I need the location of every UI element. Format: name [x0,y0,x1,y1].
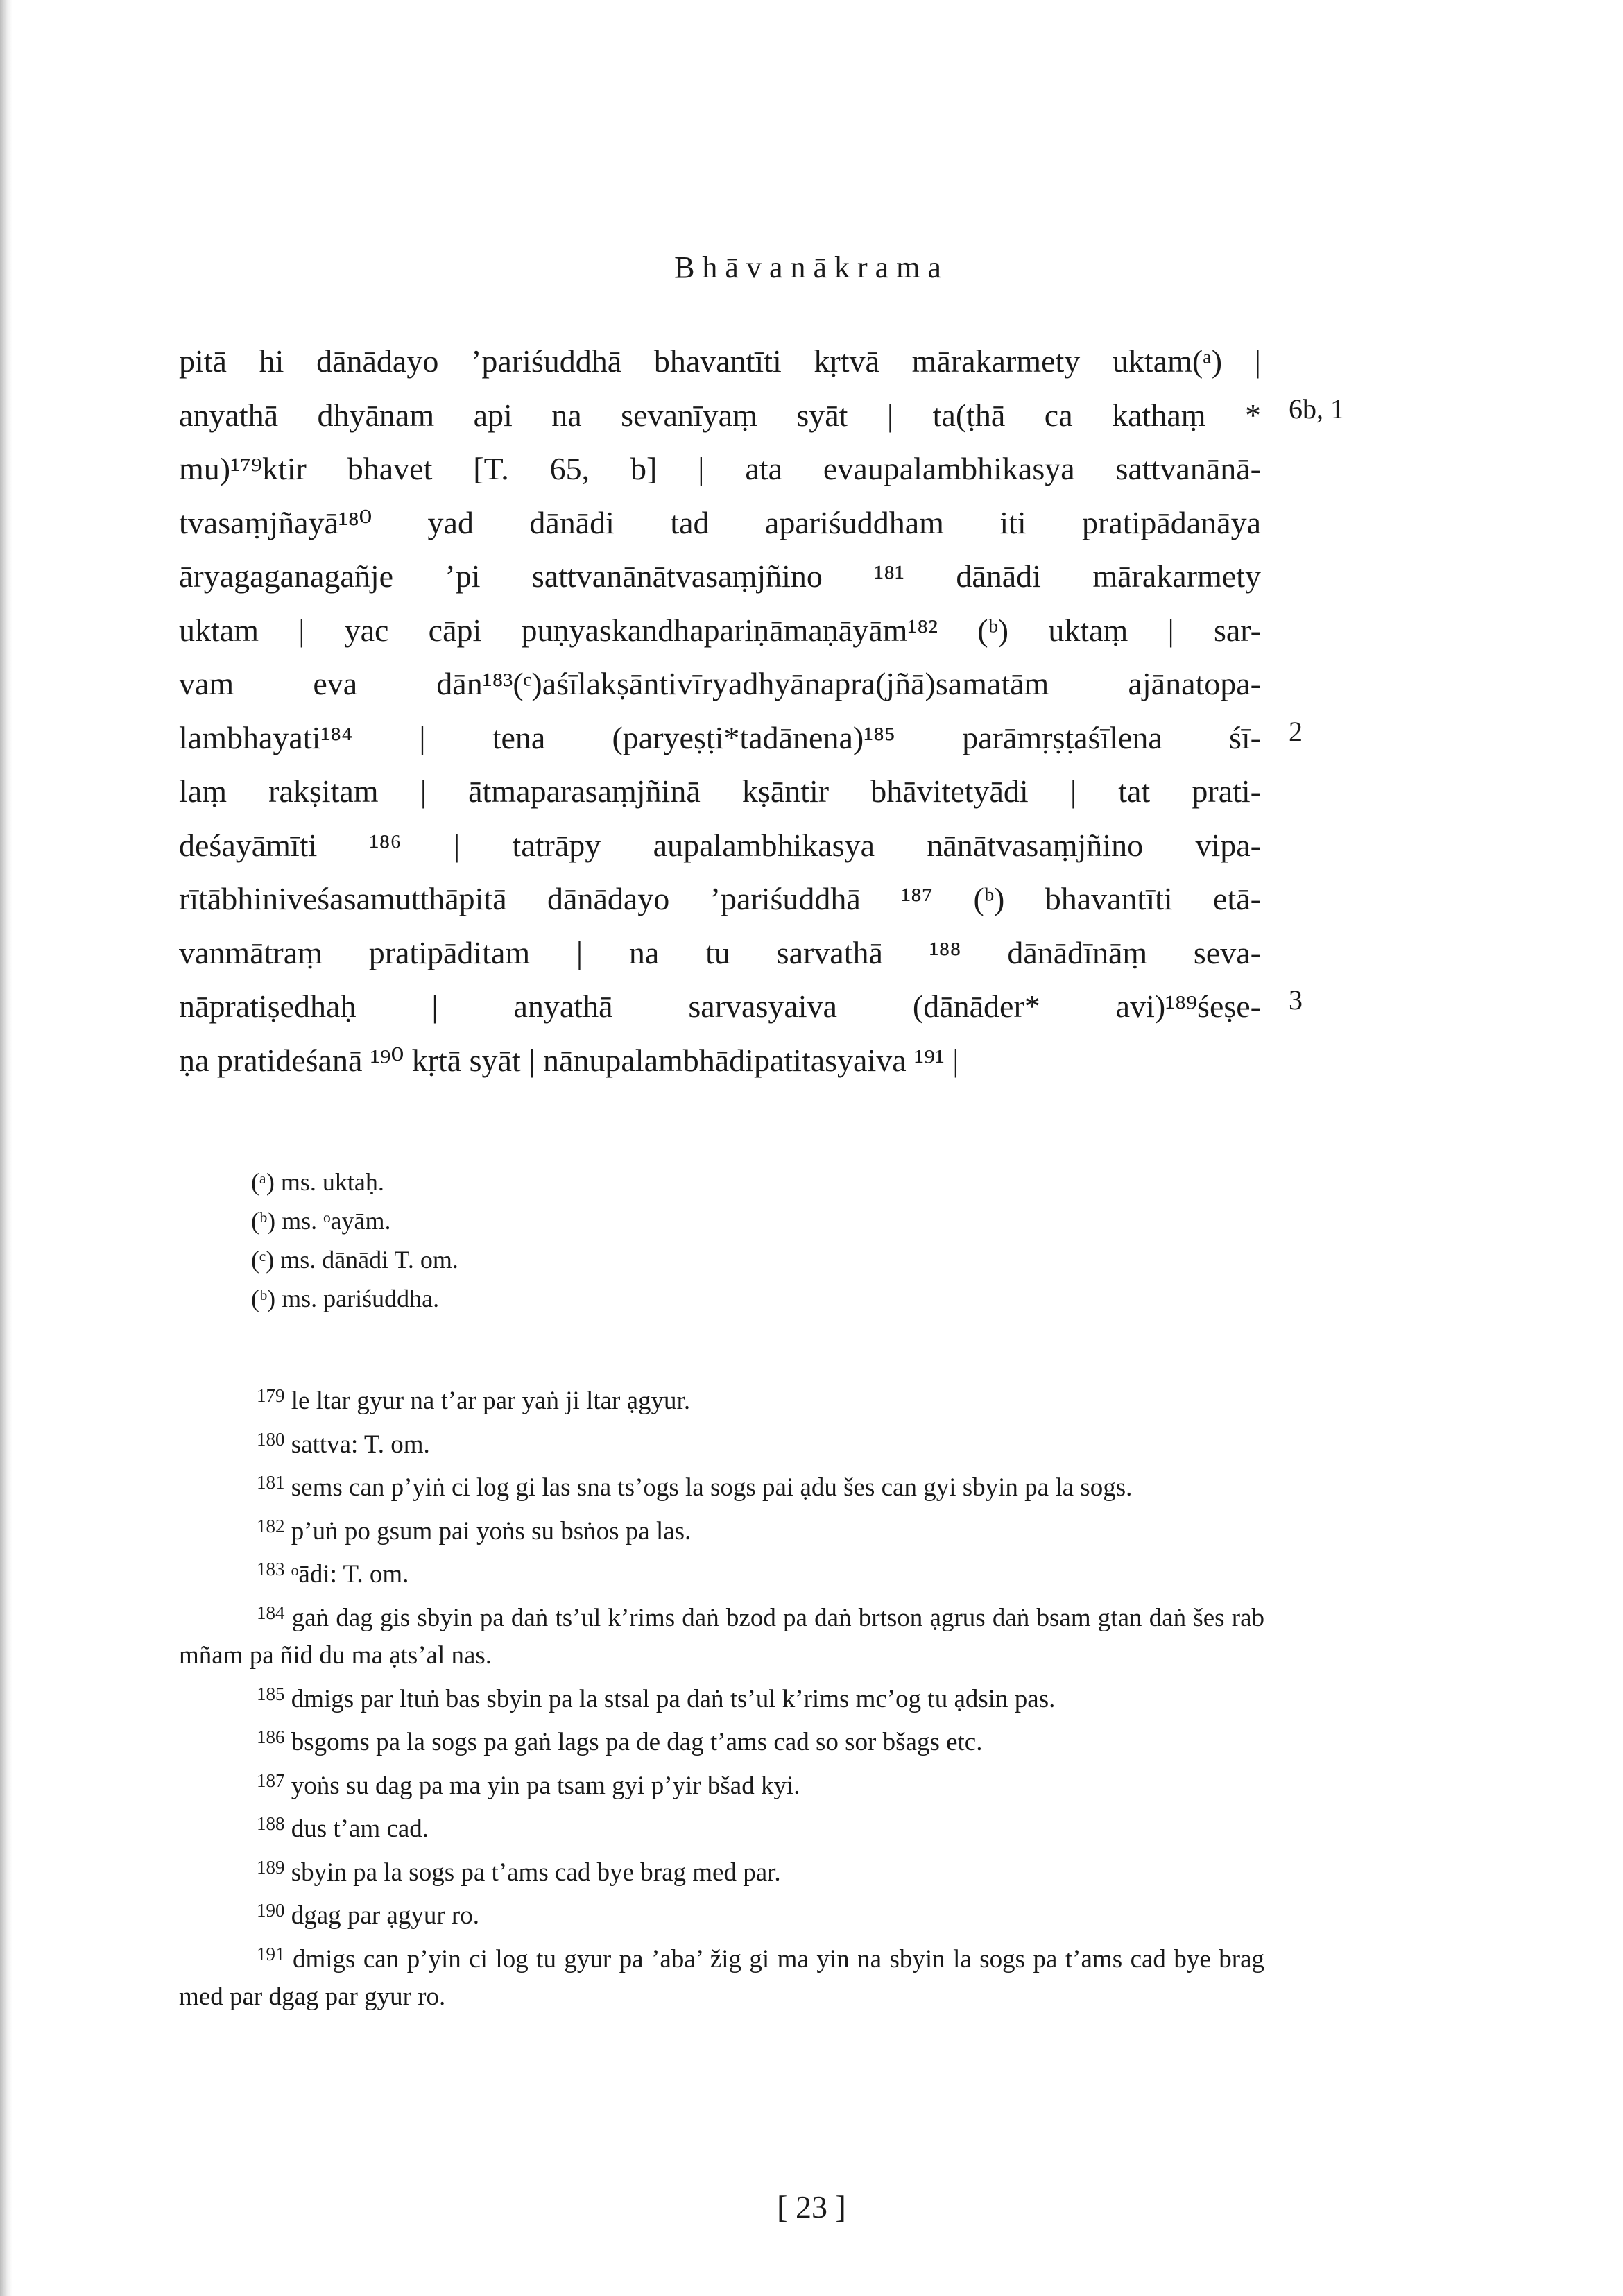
footnote-number: 181 [257,1472,285,1493]
text-line: uktam | yac cāpi puṇyaskandhapariṇāmaṇāyām¹⁸² (ᵇ) uktaṃ | sar- [179,612,1261,648]
apparatus-note: (ᶜ) ms. dānādi T. om. [251,1246,458,1274]
margin-reference: 3 [1289,984,1303,1016]
footnote-number: 180 [257,1428,285,1450]
apparatus-note: (ᵇ) ms. pariśuddha. [251,1285,440,1312]
footnote-number: 179 [257,1385,285,1406]
text-line: tvasaṃjñayā¹⁸⁰ yad dānādi tad apariśuddham iti pratipādanāya [179,504,1261,540]
apparatus-notes [251,1163,458,1318]
footnote-text: dmigs can p’yin ci log tu gyur pa ’aba’ žig gi ma yin na sbyin la sogs pa t’ams cad bye brag med par dgag par gyur ro. [179,1944,1264,2011]
footnote-number: 182 [257,1515,285,1536]
footnote-number: 184 [257,1602,285,1623]
apparatus-note: (ᵇ) ms. ᵒayām. [251,1207,391,1235]
scan-edge-shadow [0,0,12,2296]
footnote-text: sattva: T. om. [291,1430,430,1459]
footnote [179,1718,1264,1762]
footnote-text: gaṅ dag gis sbyin pa daṅ ts’ul k’rims daṅ bzod pa daṅ brtson ạgrus daṅ bsam gtan daṅ šes rab mñam pa ñid du ma ạts’al nas. [179,1603,1265,1670]
footnote-number: 188 [257,1813,285,1834]
footnote-number: 185 [257,1683,285,1704]
footnote-text: yoṅs su dag pa ma yin pa tsam gyi p’yir bšad kyi. [291,1771,800,1800]
footnote [179,1507,1264,1551]
text-line: ṇa pratideśanā ¹⁹⁰ kṛtā syāt | nānupalambhādipatitasyaiva ¹⁹¹ | [179,1042,959,1078]
footnote-text: dmigs par ltuṅ bas sbyin pa la stsal pa daṅ ts’ul k’rims mc’og tu ạdsin pas. [291,1684,1056,1713]
page-number: [ 23 ] [777,2189,846,2225]
text-line: anyathā dhyānam api na sevanīyaṃ syāt | ta(ṭhā ca kathaṃ * [179,397,1261,433]
footnote-text: dgag par ạgyur ro. [291,1901,479,1930]
footnotes [179,1377,1264,2016]
footnote [179,1805,1264,1849]
footnote-text: sbyin pa la sogs pa t’ams cad bye brag med par. [291,1858,781,1887]
text-line: mu)¹⁷⁹ktir bhavet [T. 65, b] | ata evaupalambhikasya sattvanānā- [179,451,1261,486]
text-line: lambhayati¹⁸⁴ | tena (paryeṣṭi*tadānena)¹⁸⁵ parāmṛṣṭaśīlena śī- [179,719,1261,755]
footnote [179,1464,1264,1507]
footnote [179,1550,1264,1594]
footnote [179,1675,1264,1719]
text-line: vanmātraṃ pratipāditam | na tu sarvathā ¹⁸⁸ dānādīnāṃ seva- [179,934,1261,970]
apparatus-note: (ᵃ) ms. uktaḥ. [251,1168,384,1196]
text-line: deśayāmīti ¹⁸⁶ | tatrāpy aupalambhikasya nānātvasaṃjñino vipa- [179,827,1261,863]
footnote [179,1935,1264,2016]
text-line: nāpratiṣedhaḥ | anyathā sarvasyaiva (dānāder* avi)¹⁸⁹śeṣe- [179,988,1261,1024]
footnote [179,1849,1264,1892]
text-line: rītābhiniveśasamutthāpitā dānādayo ’pariśuddhā ¹⁸⁷ (ᵇ) bhavantīti etā- [179,881,1261,916]
running-head: Bhāvanākrama [674,250,949,284]
footnote-text: sems can p’yiṅ ci log gi las sna ts’ogs la sogs pai ạdu šes can gyi sbyin pa la sogs. [291,1473,1133,1502]
footnote [179,1377,1264,1421]
footnote-text: bsgoms pa la sogs pa gaṅ lags pa de dag t’ams cad so sor bšags etc. [291,1728,983,1756]
footnote-number: 189 [257,1856,285,1878]
footnote-number: 187 [257,1770,285,1791]
footnote-text: dus t’am cad. [291,1815,429,1843]
footnote-number: 190 [257,1900,285,1921]
margin-reference: 6b, 1 [1289,393,1344,425]
footnote-number: 183 [257,1559,285,1579]
footnote [179,1892,1264,1935]
text-line: āryagaganagañje ’pi sattvanānātvasaṃjñino ¹⁸¹ dānādi mārakarmety [179,558,1261,594]
footnote [179,1762,1264,1806]
footnote-number: 191 [257,1943,285,1964]
footnote [179,1594,1264,1675]
main-text-block [179,334,1261,1087]
footnote [179,1421,1264,1464]
text-line: vam eva dān¹⁸³(ᶜ)aśīlakṣāntivīryadhyānapra(jñā)samatām ajānatopa- [179,666,1261,701]
footnote-text: ᵒādi: T. om. [291,1560,409,1588]
footnote-text: le ltar gyur na t’ar par yaṅ ji ltar ạgyur. [291,1387,691,1415]
footnote-text: p’uṅ po gsum pai yoṅs su bsṅos pa las. [291,1516,692,1545]
footnote-number: 186 [257,1727,285,1747]
text-line: pitā hi dānādayo ’pariśuddhā bhavantīti kṛtvā mārakarmety uktam(ᵃ) | [179,343,1261,379]
margin-reference: 2 [1289,716,1303,747]
text-line: laṃ rakṣitam | ātmaparasaṃjñinā kṣāntir bhāvitetyādi | tat prati- [179,773,1261,809]
